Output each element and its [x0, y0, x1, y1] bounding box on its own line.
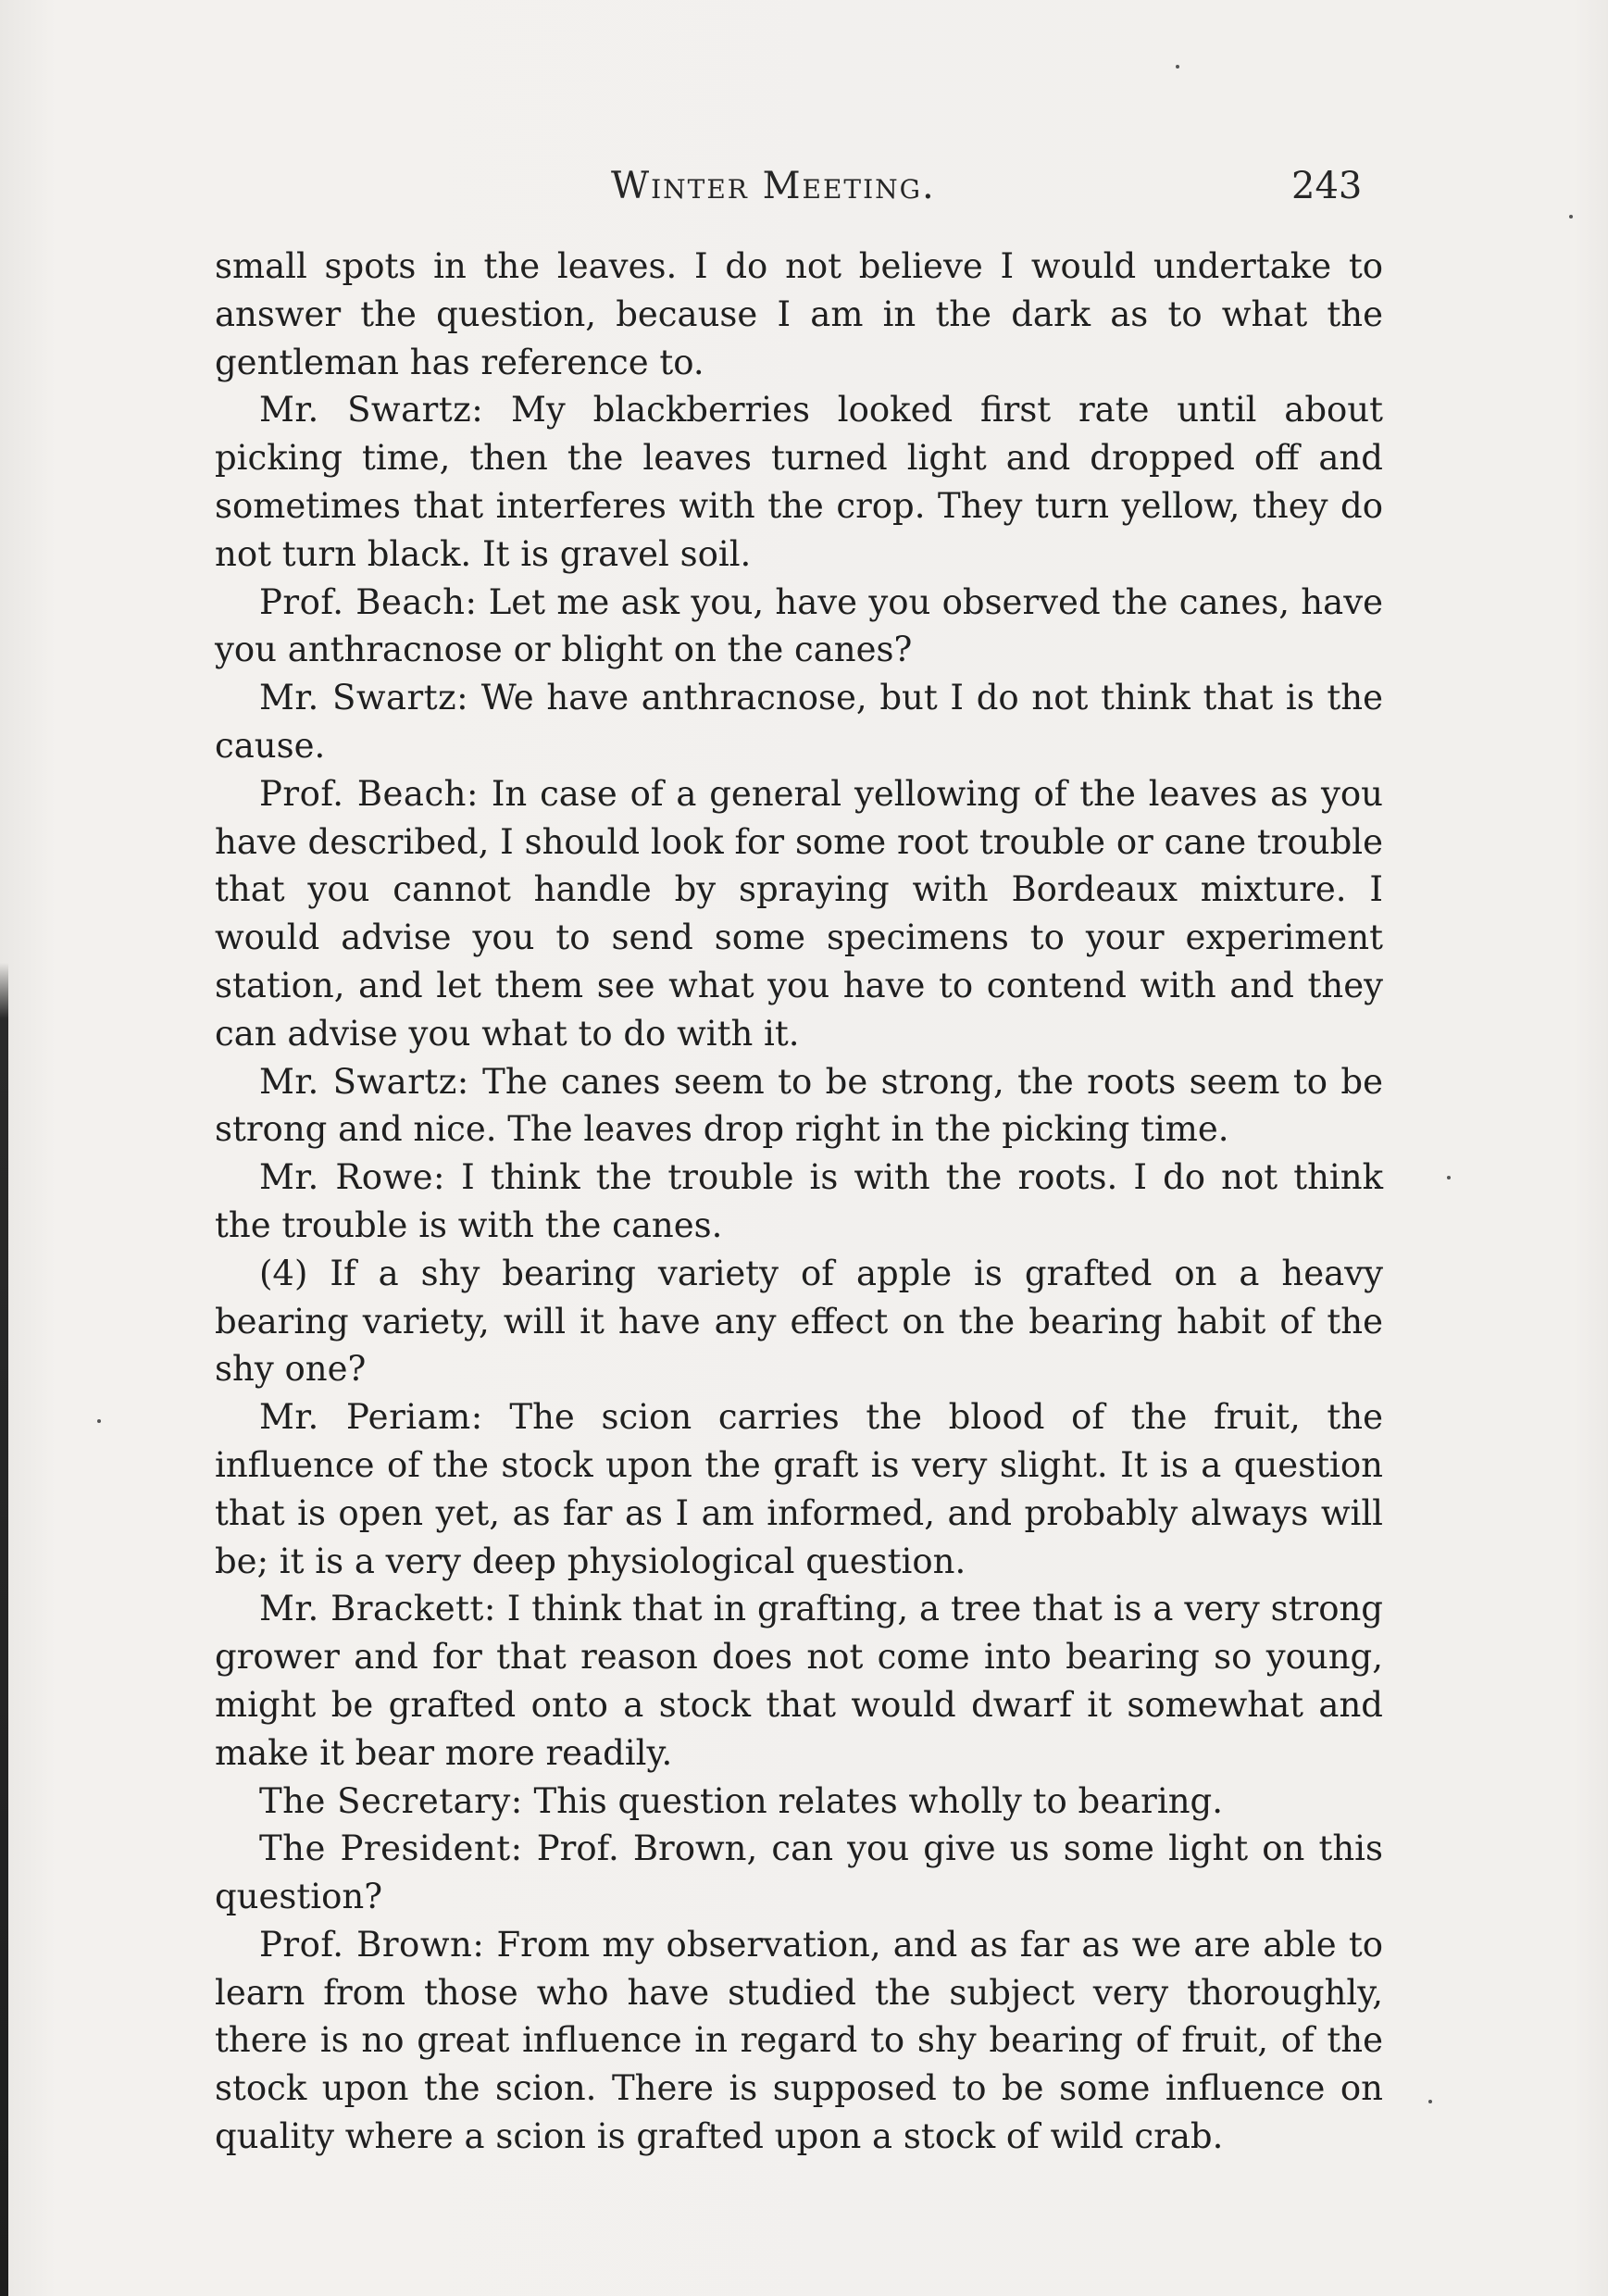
- speaker-label: Prof. Brown:: [259, 1924, 485, 1965]
- speaker-label: Mr. Swartz:: [259, 678, 469, 718]
- paragraph-text: (4) If a shy bearing variety of apple is grafted on a heavy bearing variety, will it have any effect on the bearing habit of the shy one?: [215, 1253, 1383, 1390]
- page-header: [0, 165, 1608, 211]
- paragraph-text: The scion carries the blood of the fruit, the influence of the stock upon the graft is very slight. It is a question that is open yet, as far as I am informed, and probably always will be; it is a very deep physiological question.: [215, 1397, 1383, 1581]
- paragraph-text: We have anthracnose, but I do not think that is the cause.: [215, 678, 1384, 766]
- paragraph: [215, 1393, 1383, 1585]
- paragraph: [215, 674, 1383, 770]
- body-text: [215, 243, 1383, 2161]
- speaker-label: The President:: [259, 1828, 523, 1869]
- scan-speck: [1447, 1176, 1451, 1179]
- paragraph: [215, 386, 1383, 578]
- paragraph-text: I think that in grafting, a tree that is a very strong grower and for that reason does not come into bearing so young, might be grafted onto a stock that would dwarf it somewhat and make it bear more readily.: [215, 1589, 1383, 1773]
- speaker-label: Mr. Rowe:: [259, 1157, 446, 1198]
- paragraph: [215, 1154, 1383, 1250]
- paragraph-text: Let me ask you, have you observed the canes, have you anthracnose or blight on the canes?: [215, 581, 1383, 670]
- paragraph-text: From my observation, and as far as we are able to learn from those who have studied the subject very thoroughly, there is no great influence in regard to shy bearing of fruit, of the stock upon the scion. There is supposed to be some influence on quality where a scion is grafted upon a stock of wild crab.: [215, 1924, 1383, 2157]
- speaker-label: Mr. Periam:: [259, 1397, 483, 1438]
- speaker-label: Prof. Beach:: [259, 773, 479, 814]
- paragraph: [215, 1250, 1383, 1393]
- scan-speck: [1569, 215, 1573, 218]
- paragraph-text: In case of a general yellowing of the leaves as you have described, I should look for some root trouble or cane trouble that you cannot handle by spraying with Bordeaux mixture. I would advise you to send some specimens to your experiment station, and let them see what you have to contend with and they can advise you what to do with it.: [215, 773, 1383, 1054]
- paragraph: [215, 770, 1383, 1058]
- book-spine-shadow: [0, 963, 8, 2296]
- paragraph-text: small spots in the leaves. I do not believe I would undertake to answer the question, because I am in the dark as to what the gentleman has reference to.: [215, 246, 1383, 382]
- page-number: 243: [1291, 165, 1363, 207]
- speaker-label: Mr. Swartz:: [259, 1061, 469, 1102]
- scan-speck: [1428, 2100, 1432, 2103]
- speaker-label: Mr. Brackett:: [259, 1589, 496, 1629]
- paragraph: [215, 1921, 1383, 2161]
- scan-speck: [97, 1419, 101, 1423]
- paragraph-text: This question relates wholly to bearing.: [533, 1780, 1223, 1821]
- paragraph: [215, 1585, 1383, 1777]
- running-title: Winter Meeting.: [611, 165, 936, 207]
- paragraph: [215, 1058, 1383, 1154]
- paragraph: [215, 579, 1383, 675]
- paragraph-text: Prof. Brown, can you give us some light on this question?: [215, 1828, 1384, 1917]
- speaker-label: Prof. Beach:: [259, 581, 478, 622]
- scan-speck: [1176, 65, 1179, 69]
- paragraph-text: The canes seem to be strong, the roots seem to be strong and nice. The leaves drop right in the picking time.: [215, 1061, 1384, 1150]
- paragraph: [215, 1778, 1383, 1826]
- speaker-label: The Secretary:: [259, 1780, 523, 1821]
- paragraph: [215, 243, 1383, 386]
- speaker-label: Mr. Swartz:: [259, 390, 484, 430]
- paragraph: [215, 1825, 1383, 1921]
- paragraph-text: I think the trouble is with the roots. I do not think the trouble is with the canes.: [215, 1157, 1383, 1245]
- paragraph-text: My blackberries looked first rate until about picking time, then the leaves turned light and dropped off and sometimes that interferes with the crop. They turn yellow, they do not turn black. It is gravel soil.: [215, 390, 1384, 574]
